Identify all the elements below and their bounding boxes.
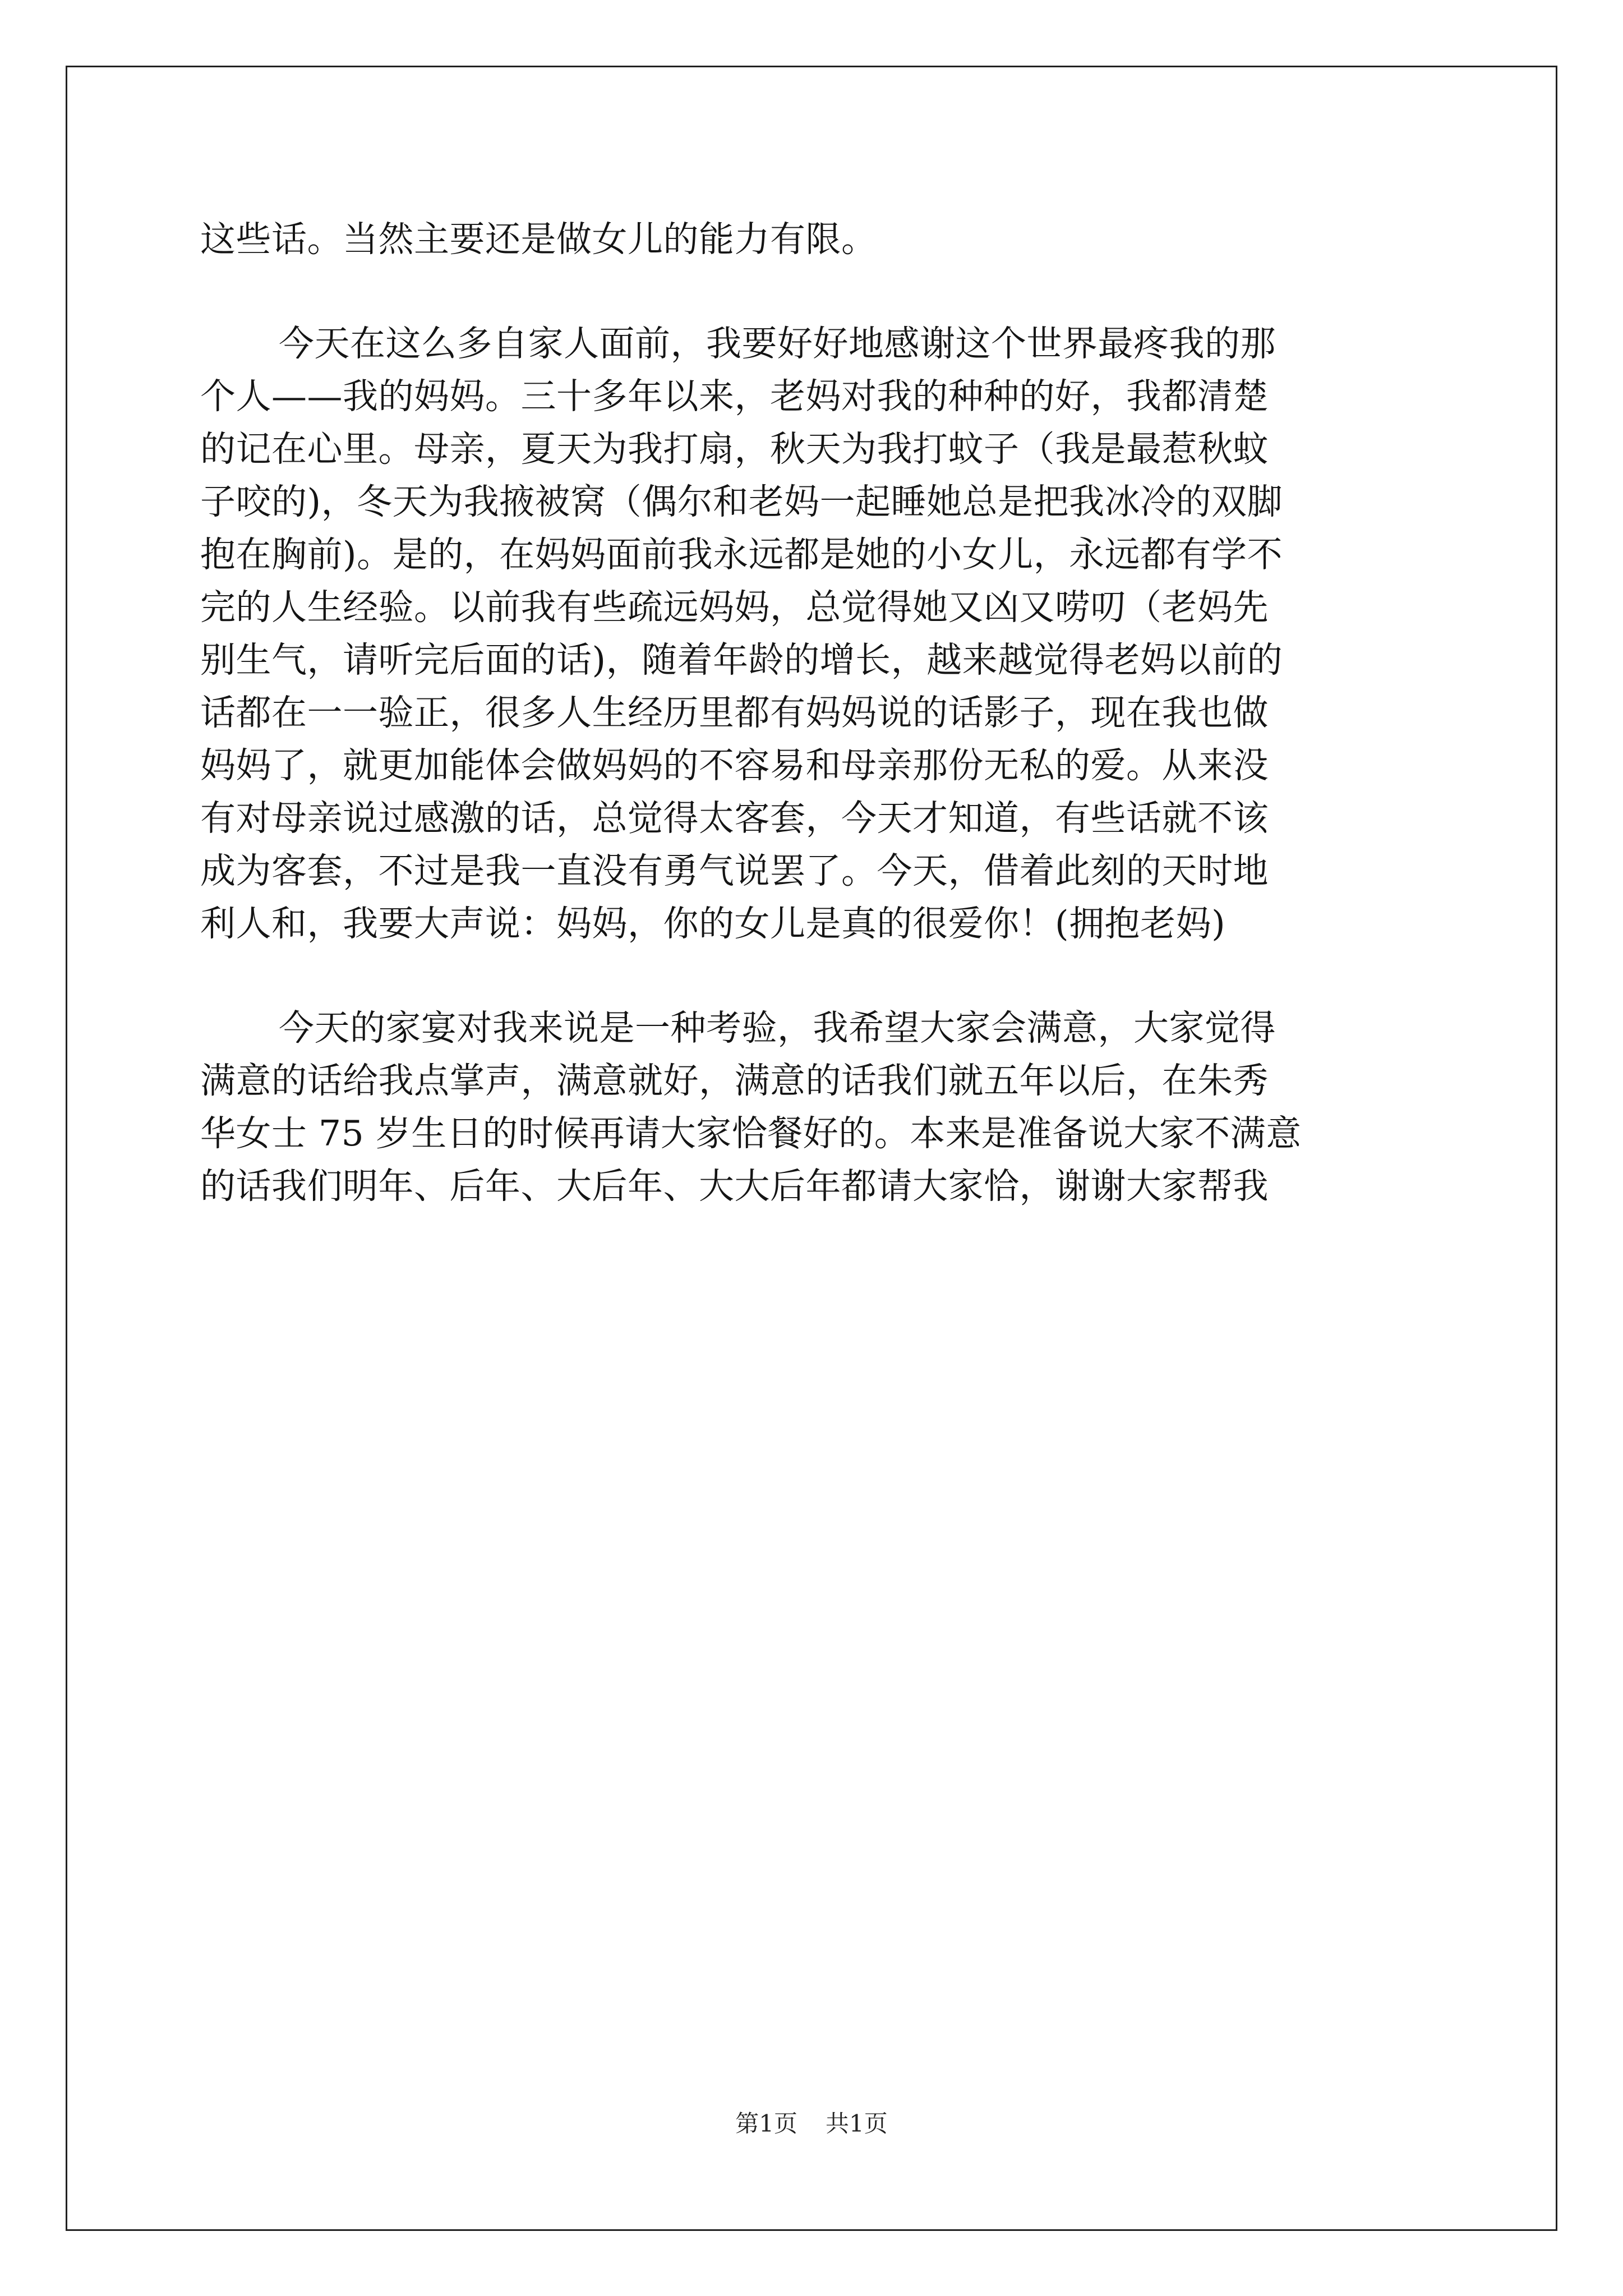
text-line: 个人——我的妈妈。三十多年以来，老妈对我的种种的好，我都清楚 [200, 376, 1269, 417]
text-line: 有对母亲说过感激的话，总觉得太客套，今天才知道，有些话就不该 [200, 798, 1269, 839]
text-line: 妈妈了，就更加能体会做妈妈的不容易和母亲那份无私的爱。从来没 [200, 745, 1269, 786]
text-line: 利人和，我要大声说：妈妈，你的女儿是真的很爱你！(拥抱老妈) [200, 903, 1226, 944]
text-line: 子咬的)，冬天为我掖被窝（偶尔和老妈一起睡她总是把我冰冷的双脚 [200, 481, 1283, 522]
paragraph-first-line: 今天的家宴对我来说是一种考验，我希望大家会满意，大家觉得 [279, 1007, 1276, 1048]
text-line: 的话我们明年、后年、大后年、大大后年都请大家恰，谢谢大家帮我 [200, 1166, 1269, 1207]
document-body [200, 213, 1428, 1213]
paragraph-first-line: 今天在这么多自家人面前，我要好好地感谢这个世界最疼我的那 [279, 323, 1276, 364]
text-line: 完的人生经验。以前我有些疏远妈妈，总觉得她又凶又唠叨（老妈先 [200, 587, 1269, 628]
page-total: 共1页 [826, 2110, 888, 2137]
text-line: 成为客套，不过是我一直没有勇气说罢了。今天，借着此刻的天时地 [200, 850, 1269, 891]
text-line: 华女士 75 岁生日的时候再请大家恰餐好的。本来是准备说大家不满意 [200, 1113, 1302, 1154]
text-line: 的记在心里。母亲，夏天为我打扇，秋天为我打蚊子（我是最惹秋蚊 [200, 429, 1269, 470]
text-line: 满意的话给我点掌声，满意就好，满意的话我们就五年以后，在朱秀 [200, 1060, 1269, 1101]
text-line: 别生气，请听完后面的话)，随着年龄的增长，越来越觉得老妈以前的 [200, 639, 1283, 680]
page-number: 第1页 [735, 2110, 797, 2137]
text-line: 话都在一一验正，很多人生经历里都有妈妈说的话影子，现在我也做 [200, 692, 1269, 733]
page-footer [0, 2107, 1623, 2141]
text-line: 抱在胸前)。是的，在妈妈面前我永远都是她的小女儿，永远都有学不 [200, 534, 1283, 575]
text-line: 这些话。当然主要还是做女儿的能力有限。 [200, 219, 877, 260]
